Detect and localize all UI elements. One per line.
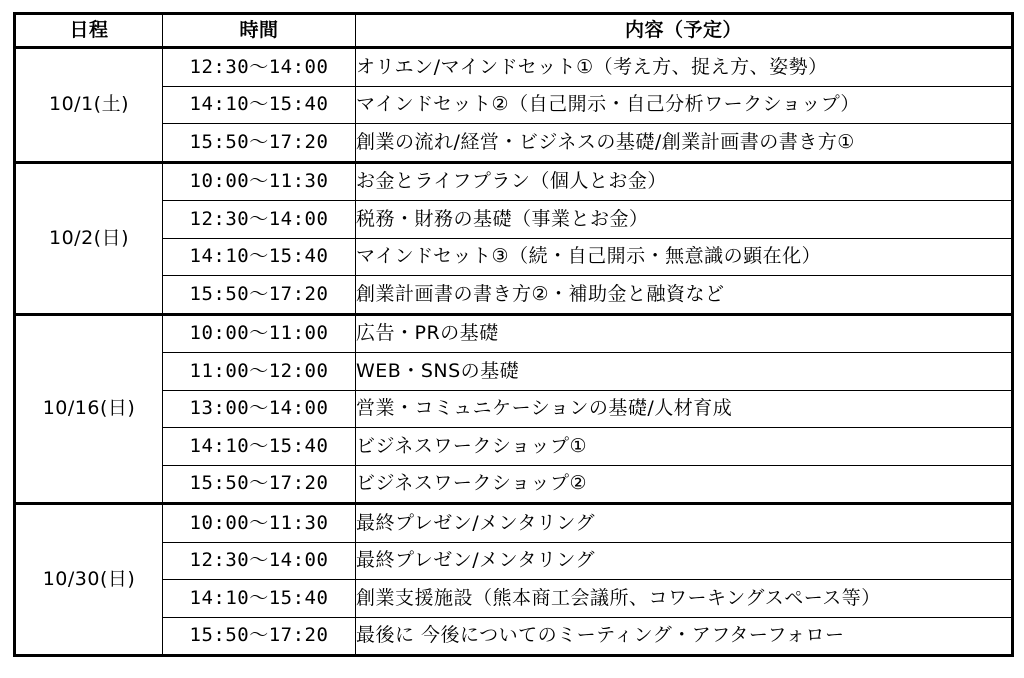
header-row [15,14,1013,48]
table-header [15,14,1013,48]
header-date: 日程 [15,14,163,48]
schedule-table [13,12,1014,657]
table-row [15,580,1013,618]
content-cell: オリエン/マインドセット①（考え方、捉え方、姿勢） [356,48,1013,87]
time-cell: 12:30〜14:00 [163,201,356,239]
time-cell: 15:50〜17:20 [163,465,356,504]
date-cell: 10/16(日) [15,314,163,504]
content-cell: 創業計画書の書き方②・補助金と融資など [356,276,1013,315]
content-cell: マインドセット③（続・自己開示・無意識の顕在化） [356,238,1013,276]
content-cell: 創業の流れ/経営・ビジネスの基礎/創業計画書の書き方① [356,124,1013,163]
table-row [15,390,1013,428]
date-cell: 10/1(土) [15,48,163,163]
table-row [15,162,1013,201]
time-cell: 14:10〜15:40 [163,238,356,276]
content-cell: WEB・SNSの基礎 [356,353,1013,391]
time-cell: 15:50〜17:20 [163,276,356,315]
table-row [15,238,1013,276]
time-cell: 13:00〜14:00 [163,390,356,428]
content-cell: ビジネスワークショップ① [356,428,1013,466]
content-cell: ビジネスワークショップ② [356,465,1013,504]
table-row [15,48,1013,87]
time-cell: 14:10〜15:40 [163,86,356,124]
header-time: 時間 [163,14,356,48]
table-row [15,353,1013,391]
table-row [15,201,1013,239]
content-cell: 最終プレゼン/メンタリング [356,542,1013,580]
time-cell: 14:10〜15:40 [163,580,356,618]
time-cell: 10:00〜11:00 [163,314,356,353]
table-row [15,314,1013,353]
content-cell: マインドセット②（自己開示・自己分析ワークショップ） [356,86,1013,124]
time-cell: 11:00〜12:00 [163,353,356,391]
table-row [15,124,1013,163]
table-body [15,48,1013,656]
table-row [15,86,1013,124]
table-row [15,465,1013,504]
table-row [15,428,1013,466]
content-cell: 広告・PRの基礎 [356,314,1013,353]
content-cell: 創業支援施設（熊本商工会議所、コワーキングスペース等） [356,580,1013,618]
table-row [15,617,1013,656]
table-row [15,276,1013,315]
content-cell: 最後に 今後についてのミーティング・アフターフォロー [356,617,1013,656]
date-cell: 10/30(日) [15,504,163,656]
header-content: 内容（予定） [356,14,1013,48]
time-cell: 15:50〜17:20 [163,124,356,163]
table-row [15,504,1013,543]
content-cell: 営業・コミュニケーションの基礎/人材育成 [356,390,1013,428]
time-cell: 12:30〜14:00 [163,48,356,87]
date-cell: 10/2(日) [15,162,163,314]
content-cell: お金とライフプラン（個人とお金） [356,162,1013,201]
table-row [15,542,1013,580]
time-cell: 12:30〜14:00 [163,542,356,580]
time-cell: 10:00〜11:30 [163,504,356,543]
time-cell: 14:10〜15:40 [163,428,356,466]
content-cell: 最終プレゼン/メンタリング [356,504,1013,543]
time-cell: 10:00〜11:30 [163,162,356,201]
time-cell: 15:50〜17:20 [163,617,356,656]
content-cell: 税務・財務の基礎（事業とお金） [356,201,1013,239]
